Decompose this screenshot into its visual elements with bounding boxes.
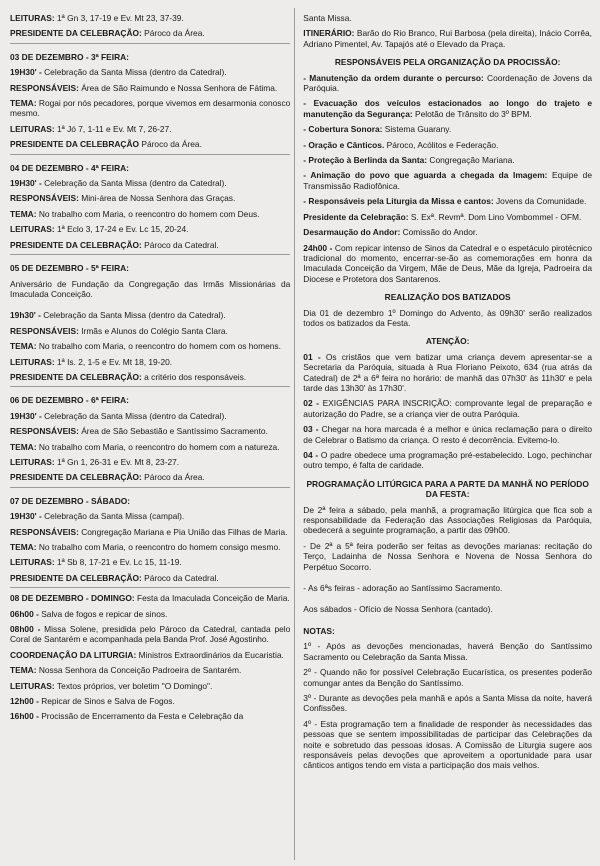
bold-label: TEMA: (10, 208, 39, 219)
paragraph (303, 398, 592, 419)
paragraph (303, 155, 592, 165)
paragraph (10, 593, 290, 603)
paragraph (10, 83, 290, 93)
body-text: a critério dos responsáveis. (144, 371, 247, 382)
bold-label: TEMA: (10, 341, 39, 352)
body-text: Rogai por nós pecadores, porque vivemos em desarmonia conosco mesmo. (10, 98, 291, 119)
body-text: No trabalho com Maria, o reencontro do homem com os homens. (38, 341, 281, 352)
bold-label: PRESIDENTE DA CELEBRAÇÃO: (10, 239, 145, 250)
bold-label: 16h00 - (10, 711, 42, 722)
paragraph (10, 139, 290, 149)
bold-label: - Cobertura Sonora: (303, 124, 385, 135)
body-text: O padre obedece uma programação pré-estabelecido. Logo, pechinchar outro tempo, é falta de caridade. (303, 450, 593, 471)
bold-label: Desarmaução do Andor: (303, 227, 403, 238)
bold-label: LEITURAS: (10, 13, 57, 23)
body-text: Jovens da Comunidade. (495, 196, 587, 207)
paragraph (10, 411, 290, 421)
body-text: Coordenação de Jovens da Paróquia. (303, 72, 592, 94)
body-text: Santa Missa. (303, 13, 352, 23)
bold-label: 19H30' - (10, 67, 45, 78)
bold-label: 02 - (303, 398, 323, 409)
section-heading: ATENÇÃO: (425, 336, 470, 347)
section-divider (10, 587, 290, 588)
bold-label: LEITURAS: (10, 456, 57, 467)
bold-label: PRESIDENTE DA CELEBRAÇÃO (10, 139, 142, 150)
bold-label: RESPONSÁVEIS: (10, 325, 82, 336)
bold-label: LEITURAS: (10, 123, 57, 134)
paragraph (10, 442, 290, 452)
bold-label: - Responsáveis pela Liturgia da Missa e cantos: (303, 196, 496, 207)
body-text: Pároco da Área. (141, 139, 202, 150)
body-text: Dia 01 de dezembro 1º Domingo do Advento, às 09h30' serão realizados todos os batizados da Festa. (303, 307, 592, 328)
paragraph (10, 624, 290, 645)
day-heading: 03 DE DEZEMBRO - 3ª FEIRA: (10, 51, 129, 62)
body-text: Celebração da Santa Missa (dentro da Catedral). (44, 410, 227, 421)
paragraph (10, 310, 290, 320)
section-divider (10, 254, 290, 255)
bold-label: TEMA: (10, 98, 39, 109)
paragraph (303, 227, 592, 237)
bold-label: PRESIDENTE DA CELEBRAÇÃO: (10, 572, 145, 583)
body-text: Congregação Mariana e Pia União das Filhas de Maria. (81, 526, 288, 537)
body-text: 1ª Gn 3, 17-19 e Ev. Mt 23, 37-39. (57, 13, 184, 23)
bold-label: 08 DE DEZEMBRO - DOMINGO: (10, 593, 138, 604)
paragraph (303, 308, 592, 329)
day-heading: 04 DE DEZEMBRO - 4ª FEIRA: (10, 162, 129, 173)
paragraph (10, 665, 290, 675)
paragraph (303, 13, 592, 23)
body-text: Irmãs e Alunos do Colégio Santa Clara. (81, 325, 228, 336)
paragraph (10, 681, 290, 691)
paragraph (303, 28, 592, 49)
day-heading: 07 DE DEZEMBRO - SÁBADO: (10, 495, 131, 506)
body-text: Festa da Imaculada Conceição de Maria. (137, 593, 290, 604)
left-column (10, 8, 295, 860)
body-text: 2º - Quando não for possível Celebração Eucarística, os presentes poderão comungar antes da Benção do Santíssimo. (303, 667, 592, 688)
paragraph (303, 352, 592, 394)
paragraph (10, 357, 290, 367)
section-divider (10, 386, 290, 387)
paragraph (303, 98, 592, 119)
body-text: Celebração da Santa Missa (dentro da Catedral). (43, 310, 226, 321)
bold-label: - Oração e Cânticos. (303, 139, 387, 150)
bold-label: PRESIDENTE DA CELEBRAÇÃO: (10, 371, 145, 382)
paragraph (303, 73, 592, 94)
body-text: No trabalho com Maria, o reencontro do homem com Deus. (38, 208, 260, 219)
body-text: Procissão de Encerramento da Festa e Celebração da (41, 711, 244, 722)
body-text: Textos próprios, ver boletim "O Domingo". (57, 680, 213, 691)
paragraph (10, 711, 290, 721)
paragraph (303, 170, 592, 191)
paragraph (10, 372, 290, 382)
bold-label: LEITURAS: (10, 224, 57, 235)
paragraph (10, 193, 290, 203)
paragraph (303, 541, 592, 572)
paragraph (10, 426, 290, 436)
spacer (303, 593, 592, 599)
body-text: Pároco, Acólitos e Federação. (386, 139, 499, 150)
bold-label: PRESIDENTE DA CELEBRAÇÃO: (10, 28, 145, 39)
paragraph (303, 424, 592, 445)
paragraph (10, 279, 290, 300)
bold-label: 19H30' - (10, 178, 45, 189)
body-text: No trabalho com Maria, o reencontro do homem consigo mesmo. (38, 542, 281, 552)
paragraph (10, 457, 290, 467)
paragraph (303, 212, 592, 222)
paragraph (303, 450, 592, 471)
day-heading: 06 DE DEZEMBRO - 6ª FEIRA: (10, 395, 129, 406)
body-text: Pároco da Catedral. (144, 239, 219, 250)
bold-label: RESPONSÁVEIS: (10, 526, 82, 537)
body-text: 1º - Após as devoções mencionadas, haverá Benção do Santíssimo Sacramento ou Celebração da Santa Missa. (303, 641, 592, 662)
body-text: De 2ª feira a sábado, pela manhã, a programação litúrgica que fica sob a responsabilidade da Federação das Associações Religiosas da Paróquia, obedecerá a seguinte programação, a partir das 09h00. (303, 504, 592, 536)
bold-label: 04 - (303, 450, 321, 460)
body-text: Aniversário de Fundação da Congregação das Irmãs Missionárias da Imaculada Conceição. (10, 278, 291, 299)
bold-label: TEMA: (10, 665, 39, 676)
right-column (303, 8, 592, 860)
paragraph (303, 196, 592, 206)
body-text: Equipe de Transmissão Radiofônica. (303, 170, 592, 191)
bold-label: RESPONSÁVEIS: (10, 193, 82, 204)
paragraph (303, 140, 592, 150)
paragraph (10, 13, 290, 23)
paragraph (10, 124, 290, 134)
body-text: Repicar de Sinos e Salva de Fogos. (41, 696, 175, 707)
body-text: Missa Solene, presidida pelo Pároco da Catedral, cantada pelo Coral de Santarém e acompanhada pela Banda Prof. José Agostinho. (10, 624, 291, 645)
paragraph (10, 326, 290, 336)
bold-label: 08h00 - (10, 624, 45, 635)
bold-label: 06h00 - (10, 608, 42, 619)
body-text: Sistema Guarany. (384, 124, 452, 135)
paragraph (10, 557, 290, 567)
bold-label: 19H30' - (10, 410, 45, 421)
body-text: 1ª Is. 2, 1-5 e Ev. Mt 18, 19-20. (57, 356, 173, 367)
section-divider (10, 154, 290, 155)
body-text: Mini-área de Nossa Senhora das Graças. (81, 193, 236, 204)
paragraph (10, 28, 290, 38)
paragraph (10, 98, 290, 119)
body-text: Celebração da Santa Missa (campal). (44, 511, 185, 522)
bold-label: 12h00 - (10, 696, 42, 707)
paragraph (303, 719, 592, 771)
section-heading: RESPONSÁVEIS PELA ORGANIZAÇÃO DA PROCISSÃO: (334, 57, 561, 68)
bold-label: LEITURAS: (10, 557, 57, 568)
paragraph (10, 240, 290, 250)
body-text: 1ª Sb 8, 17-21 e Ev. Lc 15, 11-19. (57, 557, 182, 568)
body-text: Celebração da Santa Missa (dentro da Catedral). (44, 178, 227, 189)
spacer (303, 615, 592, 621)
body-text: 4º - Esta programação tem a finalidade de responder às necessidades das pessoas que se sentem impossibilitadas de participar das Celebrações da noite e sobretudo das pessoas idosas. A Comissão de Liturgia sugere aos responsáveis pelas devoções que aproveitem a oportunidade para usar cânticos antigos tendo em vista a participação dos mais velhos. (303, 718, 592, 771)
body-text: 1ª Eclo 3, 17-24 e Ev. Lc 15, 20-24. (57, 224, 189, 235)
section-divider (10, 43, 290, 44)
paragraph (10, 542, 290, 552)
paragraph (303, 604, 592, 614)
body-text: Pároco da Área. (144, 472, 205, 483)
body-text: - As 6ªs feiras - adoração ao Santíssimo Sacramento. (303, 583, 503, 594)
section-heading: REALIZAÇÃO DOS BATIZADOS (384, 292, 511, 303)
paragraph (303, 124, 592, 134)
body-text: Com repicar intenso de Sinos da Catedral e o espetáculo pirotécnico tradicional do momento, encerrar-se-ão as comemorações em honra da Imaculada Conceição da Virgem, Mãe de Deus, Mãe da Igreja, Padroeira da Diocese e Protetora dos Santarenos. (303, 242, 592, 284)
bold-label: 19H30' - (10, 511, 45, 522)
day-heading: 05 DE DEZEMBRO - 5ª FEIRA: (10, 263, 129, 274)
bold-label: LEITURAS: (10, 356, 57, 367)
paragraph (303, 693, 592, 714)
paragraph (303, 243, 592, 285)
bold-label: NOTAS: (303, 625, 335, 636)
body-text: - De 2ª a 5ª feira poderão ser feitas as devoções marianas: recitação do Terço, Ladainha de Nossa Senhora e Novena de Nossa Senhora do Perpétuo Socorro. (303, 540, 592, 572)
paragraph (303, 667, 592, 688)
body-text: Pároco da Área. (144, 28, 205, 39)
section-heading: PROGRAMAÇÃO LITÚRGICA PARA A PARTE DA MANHÃ NO PERÍODO DA FESTA: (306, 478, 589, 500)
body-text: Barão do Rio Branco, Rui Barbosa (pela direita), Inácio Corrêa, Adriano Pimentel, Av. Tapajós até o Elevado da Praça. (303, 28, 592, 49)
paragraph (10, 650, 290, 660)
paragraph (10, 341, 290, 351)
body-text: Chegar na hora marcada é a melhor e única reclamação para o direito de Celebrar o Batismo da criança. O resto é decorrência. Evitemo-lo. (303, 424, 592, 445)
bold-label: 19h30' - (10, 310, 44, 321)
body-text: Comissão do Andor. (402, 227, 478, 238)
bold-label: - Evacuação dos veículos estacionados ao longo do trajeto e manutenção da Segurança: (303, 98, 592, 119)
bold-label: - Animação do povo que aguarda a chegada da Imagem: (303, 170, 553, 181)
bold-label: ITINERÁRIO: (303, 28, 357, 39)
bold-label: COORDENAÇÃO DA LITURGIA: (10, 649, 139, 660)
paragraph (303, 583, 592, 593)
body-text: Salva de fogos e repicar de sinos. (41, 608, 168, 619)
paragraph (10, 527, 290, 537)
body-text: Pelotão de Trânsito do 3º BPM. (415, 108, 532, 119)
bold-label: 01 - (303, 351, 326, 362)
bold-label: 03 - (303, 424, 322, 435)
body-text: Área de São Sebastião e Santíssimo Sacramento. (81, 426, 268, 437)
paragraph (303, 626, 592, 636)
paragraph (10, 178, 290, 188)
section-divider (10, 487, 290, 488)
bold-label: RESPONSÁVEIS: (10, 82, 82, 93)
body-text: Os cristãos que vem batizar uma criança devem apresentar-se a Secretaria da Paróquia, situada à Rua Floriano Peixoto, 634 (rua atrás da Catedral) de 2ª a 6ª feira no horário: de manhã das 07h30' às 11h30' e pela tarde das 13h30' às 17h30'. (303, 351, 592, 393)
bold-label: TEMA: (10, 441, 39, 452)
bold-label: RESPONSÁVEIS: (10, 426, 82, 437)
body-text: S. Exª. Revmª. Dom Lino Vombommel - OFM. (410, 211, 582, 222)
bold-label: Presidente da Celebração: (303, 211, 411, 222)
paragraph (10, 573, 290, 583)
paragraph (303, 641, 592, 662)
paragraph (10, 67, 290, 77)
body-text: 1ª Gn 1, 26-31 e Ev. Mt 8, 23-27. (57, 456, 180, 467)
paragraph (10, 224, 290, 234)
body-text: Celebração da Santa Missa (dentro da Catedral). (44, 67, 227, 78)
bold-label: 24h00 - (303, 242, 335, 253)
bold-label: TEMA: (10, 542, 39, 552)
body-text: Área de São Raimundo e Nossa Senhora de Fátima. (81, 82, 278, 93)
body-text: EXIGÊNCIAS PARA INSCRIÇÃO: comprovante legal de preparação e autorização do Padre, se a criança vier de outra Paróquia. (303, 398, 592, 419)
body-text: Ministros Extraordinários da Eucaristia. (138, 649, 284, 660)
bold-label: PRESIDENTE DA CELEBRAÇÃO: (10, 472, 145, 483)
body-text: Congregação Mariana. (429, 155, 515, 166)
paragraph (303, 505, 592, 536)
spacer (10, 299, 290, 305)
bold-label: LEITURAS: (10, 680, 57, 691)
paragraph (10, 511, 290, 521)
body-text: Aos sábados - Ofício de Nossa Senhora (cantado). (303, 604, 493, 615)
body-text: No trabalho com Maria, o reencontro do homem com a natureza. (38, 441, 280, 452)
bold-label: - Manutenção da ordem durante o percurso: (303, 72, 488, 83)
body-text: 1ª Jó 7, 1-11 e Ev. Mt 7, 26-27. (57, 123, 172, 134)
paragraph (10, 696, 290, 706)
bold-label: - Proteção à Berlinda da Santa: (303, 155, 430, 166)
body-text: 3º - Durante as devoções pela manhã e após a Santa Missa da noite, haverá Confissões. (303, 692, 592, 714)
paragraph (10, 209, 290, 219)
paragraph (10, 609, 290, 619)
spacer (303, 572, 592, 578)
body-text: Nossa Senhora da Conceição Padroeira de Santarém. (38, 665, 242, 676)
body-text: Pároco da Catedral. (144, 572, 219, 583)
paragraph (10, 472, 290, 482)
